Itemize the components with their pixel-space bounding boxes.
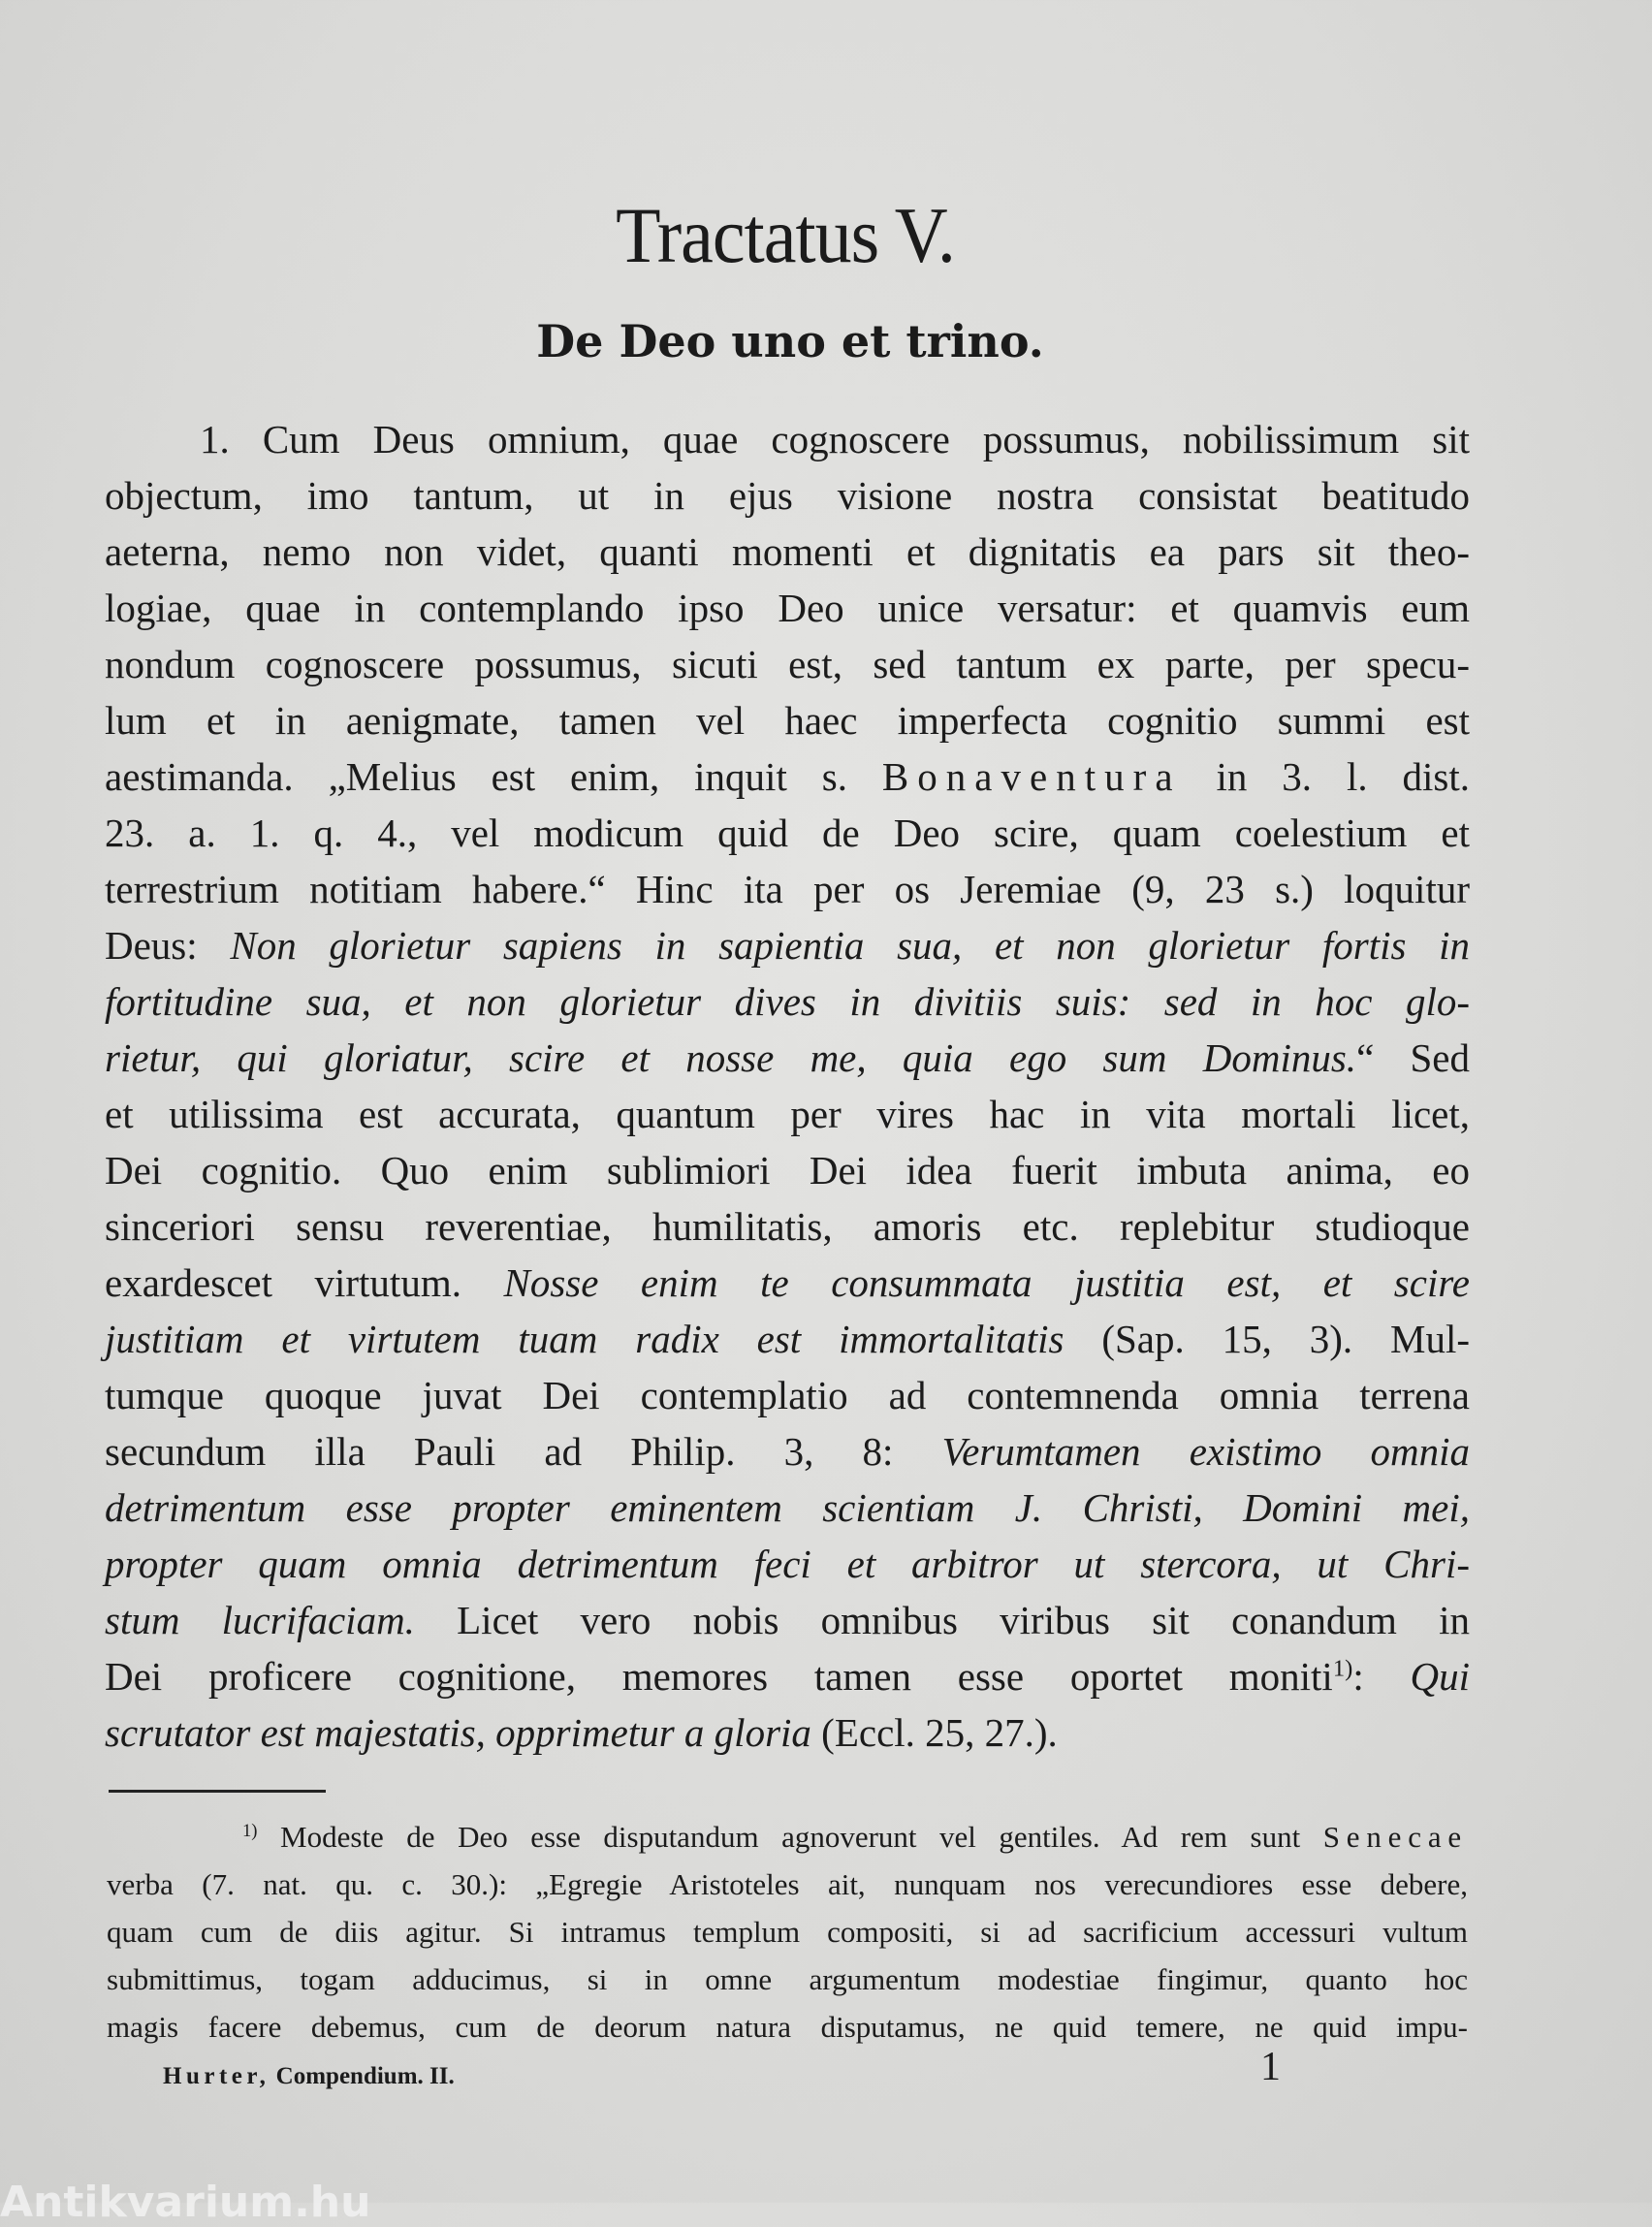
footnote-line — [107, 1956, 1468, 2003]
text-segment: Dei proficere cognitione, memores tamen esse oportet moniti — [105, 1654, 1333, 1699]
text-segment: lum et in aenigmate, tamen vel haec imperfecta cognitio summi est — [105, 698, 1470, 743]
text-segment: aeterna, nemo non videt, quanti momenti et dignitatis ea pars sit theo- — [105, 529, 1470, 574]
text-segment: Modeste de Deo esse disputandum agnoverunt vel gentiles. Ad rem sunt — [257, 1820, 1323, 1854]
text-segment: logiae, quae in contemplando ipso Deo unice versatur: et quamvis eum — [105, 586, 1470, 630]
watermark: Antikvarium.hu — [0, 2178, 371, 2227]
footnote-line — [107, 1861, 1468, 1908]
italic-text: scrutator est majestatis, opprimetur a gloria — [105, 1710, 811, 1755]
text-segment: secundum illa Pauli ad Philip. 3, 8: — [105, 1429, 942, 1474]
italic-text: detrimentum esse propter eminentem scientiam J. Christi, Domini mei, — [105, 1485, 1470, 1530]
italic-text: stum lucrifaciam. — [105, 1598, 415, 1642]
text-segment: objectum, imo tantum, ut in ejus visione nostra consistat beatitudo — [105, 473, 1470, 518]
text-segment: 23. a. 1. q. 4., vel modicum quid de Deo scire, quam coelestium et — [105, 811, 1470, 855]
text-segment: in 3. l. dist. — [1181, 754, 1470, 799]
body-line — [105, 1704, 1470, 1761]
body-line — [105, 580, 1470, 636]
text-segment: “ Sed — [1356, 1035, 1470, 1080]
body-line — [105, 1255, 1470, 1311]
text-segment: exardescet virtutum. — [105, 1260, 504, 1305]
text-segment: et utilissima est accurata, quantum per vires hac in vita mortali licet, — [105, 1092, 1470, 1136]
body-line — [105, 467, 1470, 524]
footnote — [107, 1813, 1468, 2051]
footnote-marker: 1) — [242, 1820, 258, 1841]
text-segment: submittimus, togam adducimus, si in omne argumentum modestiae fingimur, quanto hoc — [107, 1962, 1468, 1996]
italic-text: justitiam et virtutem tuam radix est immortalitatis — [105, 1317, 1064, 1361]
text-segment: terrestrium notitiam habere.“ Hinc ita per os Jeremiae (9, 23 s.) loquitur — [105, 867, 1470, 911]
body-line — [105, 861, 1470, 917]
body-line — [105, 1592, 1470, 1648]
body-line — [105, 636, 1470, 692]
text-segment: aestimanda. „Melius est enim, inquit s. — [105, 754, 882, 799]
text-segment: nondum cognoscere possumus, sicuti est, sed tantum ex parte, per specu- — [105, 642, 1470, 686]
body-line — [105, 917, 1470, 973]
text-segment: : — [1352, 1654, 1411, 1699]
body-line — [105, 973, 1470, 1030]
footnote-marker: 1) — [1332, 1655, 1353, 1682]
body-line — [105, 1367, 1470, 1423]
body-line — [105, 1198, 1470, 1255]
text-segment: tumque quoque juvat Dei contemplatio ad contemnenda omnia terrena — [105, 1373, 1470, 1417]
page-number: 1 — [1260, 2045, 1281, 2089]
text-segment: Bonaventura — [881, 754, 1182, 799]
signature-line — [163, 2063, 455, 2090]
text-segment: (Sap. 15, 3). Mul- — [1064, 1317, 1471, 1361]
text-segment: magis facere debemus, cum de deorum natura disputamus, ne quid temere, ne quid impu- — [107, 2010, 1468, 2044]
italic-text: propter quam omnia detrimentum feci et arbitror ut stercora, ut Chri- — [105, 1542, 1470, 1586]
text-segment: 1. Cum Deus omnium, quae cognoscere possumus, nobilissimum sit — [200, 417, 1470, 461]
italic-text: Qui — [1410, 1654, 1470, 1699]
footnote-line — [107, 1908, 1468, 1956]
footnote-divider — [109, 1790, 326, 1793]
text-segment: Dei cognitio. Quo enim sublimiori Dei idea fuerit imbuta anima, eo — [105, 1148, 1470, 1193]
body-line — [105, 1536, 1470, 1592]
text-segment: quam cum de diis agitur. Si intramus templum compositi, si ad sacrificium accessuri vultum — [107, 1915, 1468, 1949]
body-line — [105, 524, 1470, 580]
body-line — [105, 1311, 1470, 1367]
text-segment: verba (7. nat. qu. c. 30.): „Egregie Aristoteles ait, nunquam nos verecundiores esse debere, — [107, 1867, 1468, 1901]
body-line — [105, 748, 1470, 805]
body-line — [105, 1086, 1470, 1142]
footer-work: Compendium. II. — [270, 2063, 455, 2089]
italic-text: Verumtamen existimo omnia — [941, 1429, 1470, 1474]
section-subtitle: De Deo uno et trino. — [536, 315, 1044, 367]
footer-author: Hurter, — [163, 2063, 270, 2089]
body-line — [105, 1479, 1470, 1536]
body-line — [105, 411, 1470, 467]
body-line — [105, 1423, 1470, 1479]
body-line — [105, 1030, 1470, 1086]
body-line — [105, 692, 1470, 748]
italic-text: Non glorietur sapiens in sapientia sua, et non glorietur fortis in — [230, 923, 1471, 968]
body-text — [105, 411, 1470, 1761]
footnote-line — [107, 1813, 1468, 1861]
page-title: Tractatus V. — [616, 191, 955, 280]
text-segment: sinceriori sensu reverentiae, humilitatis, amoris etc. replebitur studioque — [105, 1204, 1470, 1249]
italic-text: fortitudine sua, et non glorietur dives in divitiis suis: sed in hoc glo- — [105, 979, 1470, 1024]
text-segment: Deus: — [105, 923, 231, 968]
text-segment: Senecae — [1322, 1820, 1468, 1854]
italic-text: rietur, qui gloriatur, scire et nosse me, quia ego sum Dominus. — [105, 1035, 1357, 1080]
text-segment: Licet vero nobis omnibus viribus sit conandum in — [414, 1598, 1470, 1642]
body-line — [105, 1648, 1470, 1704]
body-line — [105, 805, 1470, 861]
text-segment: (Eccl. 25, 27.). — [810, 1710, 1058, 1755]
body-line — [105, 1142, 1470, 1198]
italic-text: Nosse enim te consummata justitia est, et scire — [503, 1260, 1470, 1305]
